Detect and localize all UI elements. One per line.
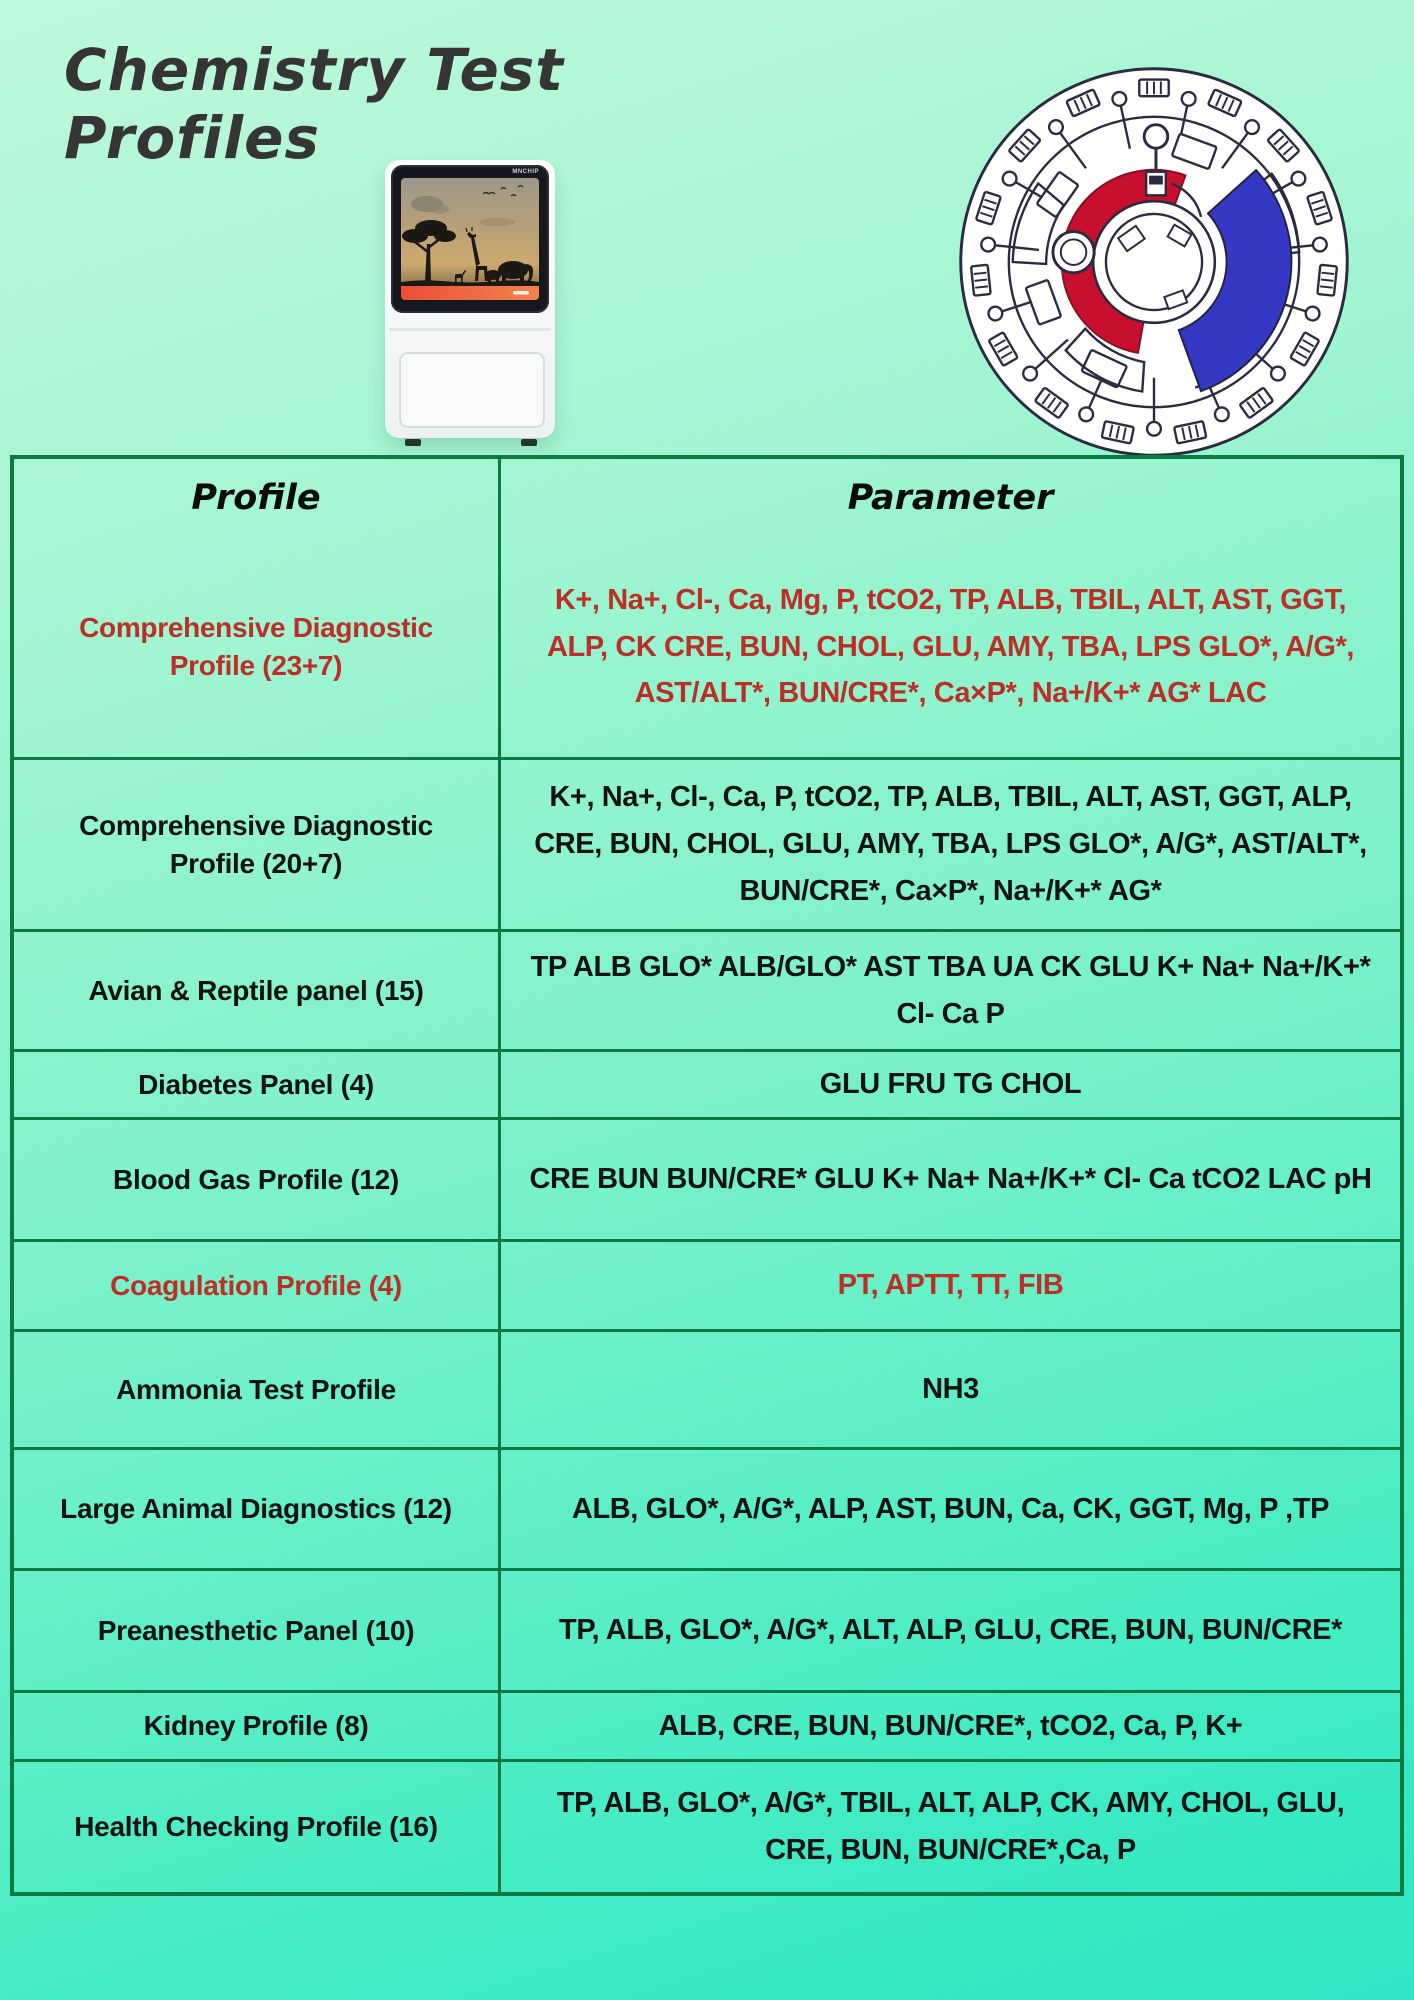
page-title: Chemistry Test Profiles [64, 36, 565, 172]
table-header-row [14, 459, 1400, 537]
parameter-cell: TP ALB GLO* ALB/GLO* AST TBA UA CK GLU K+ Na+ Na+/K+* Cl- Ca P [530, 950, 1371, 1030]
reagent-disc-illustration [948, 56, 1360, 468]
table-row [14, 1447, 1400, 1568]
table-row [14, 537, 1400, 757]
safari-wallpaper-image [401, 178, 539, 300]
parameter-cell: K+, Na+, Cl-, Ca, Mg, P, tCO2, TP, ALB, TBIL, ALT, AST, GGT, ALP, CK CRE, BUN, CHOL, GLU, AMY, TBA, LPS GLO*, A/G*, AST/ALT*, BUN/CRE*, Ca×P*, Na+/K+* AG* LAC [546, 583, 1355, 710]
table-row [14, 757, 1400, 929]
analyzer-seam [389, 328, 551, 331]
device-foot [405, 439, 421, 446]
table-row [14, 1329, 1400, 1447]
analyzer-screen-bezel [391, 165, 549, 313]
table-row [14, 1049, 1400, 1117]
parameter-cell: NH3 [922, 1373, 979, 1406]
profile-cell: Comprehensive Diagnostic Profile (20+7) [14, 760, 501, 929]
parameter-cell: K+, Na+, Cl-, Ca, P, tCO2, TP, ALB, TBIL, ALT, AST, GGT, ALP, CRE, BUN, CHOL, GLU, AMY, TBA, LPS GLO*, A/G*, AST/ALT*, BUN/CRE*, Ca×P*, Na+/K+* AG* [534, 781, 1367, 907]
parameter-cell: ALB, CRE, BUN, BUN/CRE*, tCO2, Ca, P, K+ [658, 1709, 1243, 1742]
cartridge-drawer [399, 352, 545, 428]
analyzer-screen [401, 178, 539, 300]
parameter-cell: TP, ALB, GLO*, A/G*, ALT, ALP, GLU, CRE, BUN, BUN/CRE* [559, 1614, 1342, 1647]
profile-cell: Preanesthetic Panel (10) [14, 1571, 501, 1690]
profile-cell: Comprehensive Diagnostic Profile (23+7) [14, 537, 501, 757]
table-row [14, 1759, 1400, 1892]
profile-cell: Health Checking Profile (16) [14, 1762, 501, 1892]
table-row [14, 929, 1400, 1049]
parameter-header-cell: Parameter [847, 478, 1054, 518]
profile-cell: Blood Gas Profile (12) [14, 1120, 501, 1239]
profile-cell: Large Animal Diagnostics (12) [14, 1450, 501, 1568]
profile-cell: Kidney Profile (8) [14, 1693, 501, 1759]
table-row [14, 1239, 1400, 1329]
profile-cell: Coagulation Profile (4) [14, 1242, 501, 1329]
table-row [14, 1690, 1400, 1759]
analyzer-brand-label: MNCHIP [512, 169, 539, 175]
parameter-cell: TP, ALB, GLO*, A/G*, TBIL, ALT, ALP, CK, AMY, CHOL, GLU, CRE, BUN, BUN/CRE*,Ca, P [556, 1787, 1345, 1866]
profile-header-cell: Profile [14, 459, 501, 537]
table-row [14, 1117, 1400, 1239]
parameter-cell: GLU FRU TG CHOL [819, 1068, 1082, 1101]
table-body [14, 537, 1400, 1892]
parameter-cell: PT, APTT, TT, FIB [837, 1269, 1064, 1302]
profile-cell: Diabetes Panel (4) [14, 1052, 501, 1117]
profiles-table [10, 455, 1404, 1896]
profile-cell: Avian & Reptile panel (15) [14, 932, 501, 1049]
profile-cell: Ammonia Test Profile [14, 1332, 501, 1447]
parameter-cell: ALB, GLO*, A/G*, ALP, AST, BUN, Ca, CK, GGT, Mg, P ,TP [571, 1492, 1330, 1525]
table-row [14, 1568, 1400, 1690]
device-foot [521, 439, 537, 446]
analyzer-illustration [385, 160, 555, 440]
parameter-cell: CRE BUN BUN/CRE* GLU K+ Na+ Na+/K+* Cl- Ca tCO2 LAC pH [529, 1163, 1372, 1196]
